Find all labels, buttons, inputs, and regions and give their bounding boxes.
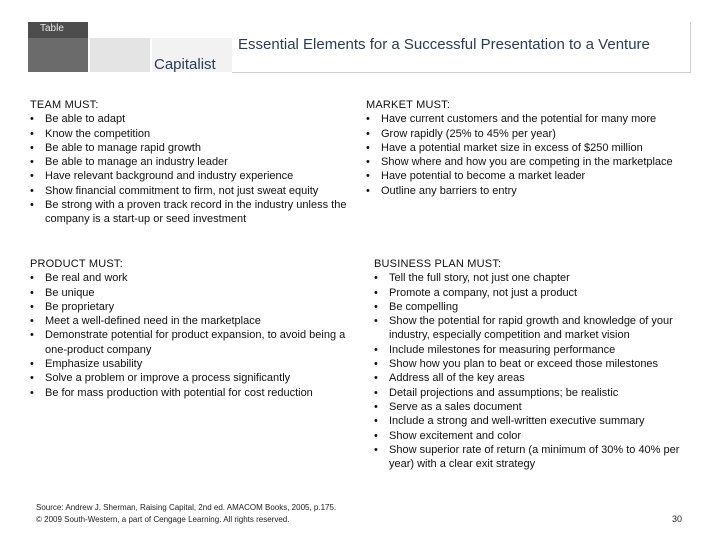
list-item: • Serve as a sales document	[374, 400, 694, 414]
list-item: • Be able to adapt	[30, 112, 360, 126]
market-list	[366, 112, 696, 198]
header-tab-text: Table	[40, 23, 64, 34]
list-item: • Show how you plan to beat or exceed those milestones	[374, 357, 694, 371]
list-item: • Address all of the key areas	[374, 371, 694, 385]
list-item: • Solve a problem or improve a process significantly	[30, 371, 360, 385]
business-plan-heading: BUSINESS PLAN MUST:	[374, 258, 502, 270]
list-item: • Be compelling	[374, 300, 694, 314]
list-item: • Show excitement and color	[374, 429, 694, 443]
list-item: • Be able to manage rapid growth	[30, 141, 360, 155]
list-item: • Have relevant background and industry experience	[30, 169, 360, 183]
list-item: • Know the competition	[30, 127, 360, 141]
list-item: • Demonstrate potential for product expansion, to avoid being a one-product company	[30, 328, 360, 357]
header-light-block	[90, 38, 150, 72]
team-heading: TEAM MUST:	[30, 99, 99, 111]
market-heading: MARKET MUST:	[366, 99, 451, 111]
slide-title-line2: Capitalist	[154, 56, 216, 73]
page-number: 30	[672, 514, 683, 524]
header-gray-block	[28, 38, 88, 72]
list-item: • Detail projections and assumptions; be realistic	[374, 386, 694, 400]
list-item: • Have potential to become a market leader	[366, 169, 696, 183]
market-section	[366, 98, 696, 198]
list-item: • Include a strong and well-written executive summary	[374, 414, 694, 428]
list-item: • Be able to manage an industry leader	[30, 155, 360, 169]
list-item: • Grow rapidly (25% to 45% per year)	[366, 127, 696, 141]
list-item: • Have a potential market size in excess of $250 million	[366, 141, 696, 155]
list-item: • Promote a company, not just a product	[374, 286, 694, 300]
list-item: • Emphasize usability	[30, 357, 360, 371]
list-item: • Show where and how you are competing in the marketplace	[366, 155, 696, 169]
team-list	[30, 112, 360, 226]
list-item: • Show the potential for rapid growth and knowledge of your industry, especially competition and market vision	[374, 314, 694, 343]
source-citation: Source: Andrew J. Sherman, Raising Capital, 2nd ed. AMACOM Books, 2005, p.175.	[36, 503, 337, 512]
list-item: • Be strong with a proven track record in the industry unless the company is a start-up or seed investment	[30, 198, 360, 227]
team-section	[30, 98, 360, 227]
list-item: • Be unique	[30, 286, 360, 300]
list-item: • Show financial commitment to firm, not just sweat equity	[30, 184, 360, 198]
product-section	[30, 257, 360, 400]
list-item: • Be proprietary	[30, 300, 360, 314]
list-item: • Be real and work	[30, 271, 360, 285]
list-item: • Meet a well-defined need in the marketplace	[30, 314, 360, 328]
list-item: • Include milestones for measuring performance	[374, 343, 694, 357]
slide-title-line1: Essential Elements for a Successful Presentation to a Venture	[238, 36, 650, 53]
business-plan-list	[374, 271, 694, 471]
list-item: • Show superior rate of return (a minimum of 30% to 40% per year) with a clear exit strategy	[374, 443, 694, 472]
list-item: • Have current customers and the potential for many more	[366, 112, 696, 126]
product-heading: PRODUCT MUST:	[30, 258, 123, 270]
list-item: • Tell the full story, not just one chapter	[374, 271, 694, 285]
list-item: • Outline any barriers to entry	[366, 184, 696, 198]
list-item: • Be for mass production with potential for cost reduction	[30, 386, 360, 400]
copyright-notice: © 2009 South-Western, a part of Cengage Learning. All rights reserved.	[36, 515, 290, 524]
product-list	[30, 271, 360, 400]
business-plan-section	[374, 257, 694, 471]
